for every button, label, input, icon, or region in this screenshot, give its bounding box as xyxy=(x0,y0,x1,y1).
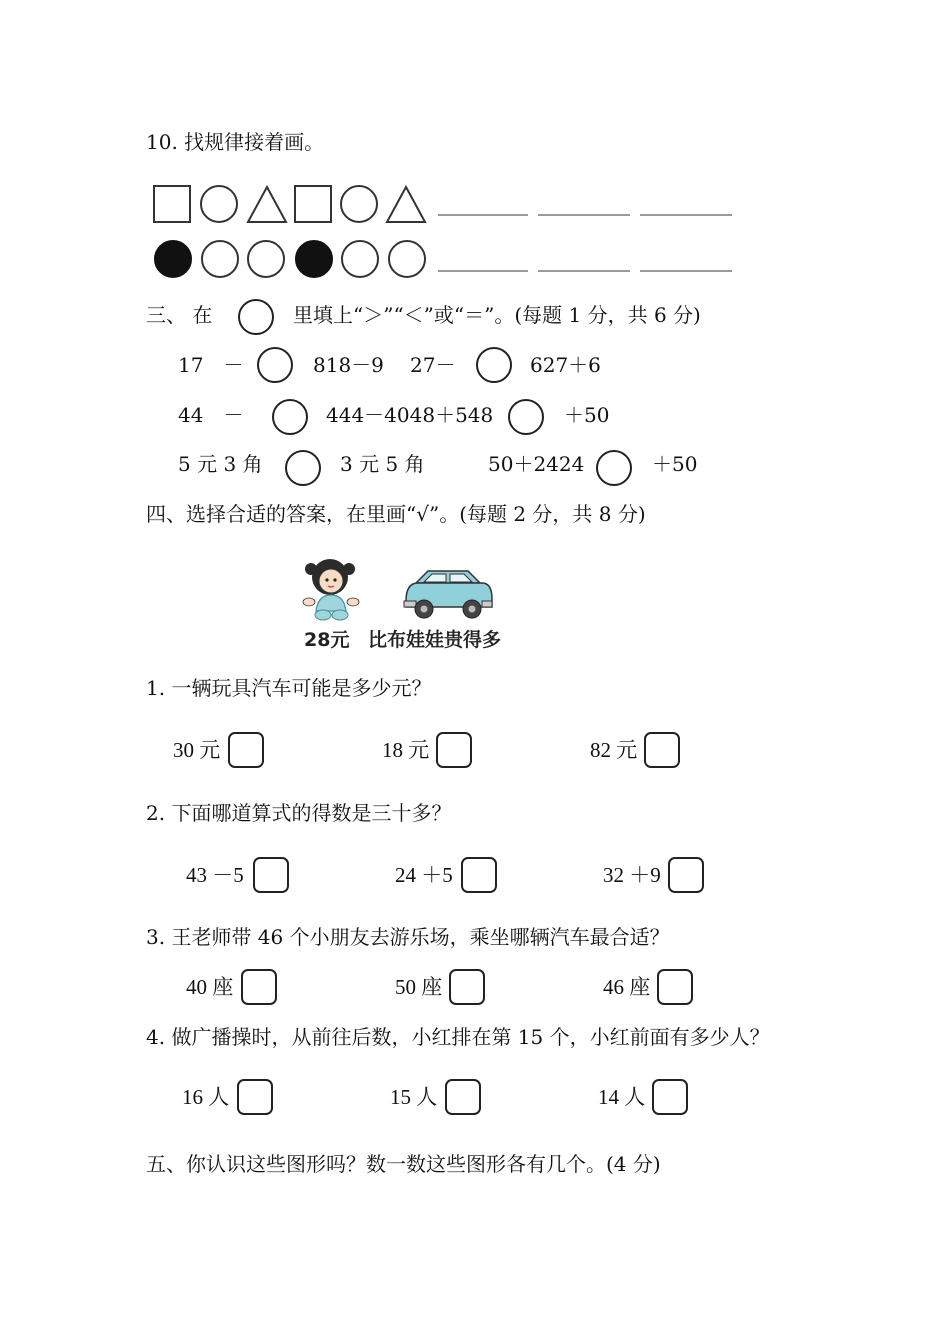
section5-title: 五、你认识这些图形吗？数一数这些图形各有几个。(4 分) xyxy=(146,1152,661,1176)
answer-checkbox[interactable] xyxy=(644,732,680,768)
compare-right: 444－4048＋548 xyxy=(326,403,494,427)
triangle-shape xyxy=(387,187,425,222)
answer-blank[interactable] xyxy=(538,270,630,272)
compare-circle-example xyxy=(238,299,274,335)
answer-checkbox[interactable] xyxy=(253,857,289,893)
option-label: 32 ＋9 xyxy=(603,863,661,887)
compare-left: 17 － xyxy=(178,353,244,377)
compare-answer-circle[interactable] xyxy=(508,399,544,435)
question-text: 2. 下面哪道算式的得数是三十多？ xyxy=(146,801,452,825)
answer-checkbox[interactable] xyxy=(449,969,485,1005)
square-shape xyxy=(295,186,331,222)
compare-right: ＋50 xyxy=(564,403,610,427)
option-label: 30 元 xyxy=(173,738,221,762)
compare-answer-circle[interactable] xyxy=(272,399,308,435)
compare-answer-circle[interactable] xyxy=(285,450,321,486)
doll-price-label: 28元 xyxy=(304,629,350,651)
question-text: 1. 一辆玩具汽车可能是多少元？ xyxy=(146,676,432,700)
circle-shape xyxy=(389,241,425,277)
option-label: 82 元 xyxy=(590,738,638,762)
option-label: 16 人 xyxy=(182,1085,230,1109)
answer-checkbox[interactable] xyxy=(657,969,693,1005)
section4-title: 四、选择合适的答案，在里画“√”。(每题 2 分，共 8 分) xyxy=(146,502,646,526)
answer-checkbox[interactable] xyxy=(461,857,497,893)
compare-left: 44 － xyxy=(178,403,244,427)
answer-blank[interactable] xyxy=(438,270,528,272)
answer-blank[interactable] xyxy=(640,270,732,272)
compare-right: 818－9 xyxy=(313,353,384,377)
section3-title: 里填上“＞”“＜”或“＝”。(每题 1 分，共 6 分) xyxy=(293,303,701,327)
answer-checkbox[interactable] xyxy=(652,1079,688,1115)
compare-left: 50＋2424 xyxy=(488,452,585,476)
compare-right: 3 元 5 角 xyxy=(340,452,425,476)
option-label: 50 座 xyxy=(395,975,443,999)
doll-icon xyxy=(300,555,360,623)
compare-answer-circle[interactable] xyxy=(476,347,512,383)
compare-answer-circle[interactable] xyxy=(257,347,293,383)
option-label: 46 座 xyxy=(603,975,651,999)
filled-circle-shape xyxy=(296,241,332,277)
section3-title-prefix: 三、 在 xyxy=(146,303,213,327)
shape-pattern-row-1 xyxy=(150,180,740,228)
q10-title: 10. 找规律接着画。 xyxy=(146,130,325,154)
answer-checkbox[interactable] xyxy=(668,857,704,893)
option-label: 14 人 xyxy=(598,1085,646,1109)
illustration xyxy=(298,555,528,655)
compare-answer-circle[interactable] xyxy=(596,450,632,486)
square-shape xyxy=(154,186,190,222)
q10-pattern-row-2 xyxy=(150,236,740,284)
option-label: 18 元 xyxy=(382,738,430,762)
answer-checkbox[interactable] xyxy=(237,1079,273,1115)
circle-shape xyxy=(342,241,378,277)
answer-checkbox[interactable] xyxy=(436,732,472,768)
filled-circle-shape xyxy=(155,241,191,277)
answer-blank[interactable] xyxy=(438,214,528,216)
question-text: 3. 王老师带 46 个小朋友去游乐场，乘坐哪辆汽车最合适？ xyxy=(146,925,670,949)
compare-left: 5 元 3 角 xyxy=(178,452,263,476)
circle-shape xyxy=(201,186,237,222)
question-text: 4. 做广播操时，从前往后数，小红排在第 15 个，小红前面有多少人？ xyxy=(146,1025,770,1049)
circle-shape xyxy=(202,241,238,277)
compare-left: 27－ xyxy=(410,353,456,377)
answer-checkbox[interactable] xyxy=(241,969,277,1005)
circle-shape xyxy=(341,186,377,222)
answer-blank[interactable] xyxy=(640,214,732,216)
answer-checkbox[interactable] xyxy=(228,732,264,768)
answer-checkbox[interactable] xyxy=(445,1079,481,1115)
circle-shape xyxy=(248,241,284,277)
compare-right: 627＋6 xyxy=(530,353,601,377)
car-caption-label: 比布娃娃贵得多 xyxy=(368,629,502,651)
option-label: 43 －5 xyxy=(186,863,244,887)
option-label: 40 座 xyxy=(186,975,234,999)
toy-car-icon xyxy=(402,565,494,625)
compare-right: ＋50 xyxy=(652,452,698,476)
q10-pattern-row-1 xyxy=(150,180,740,228)
answer-blank[interactable] xyxy=(538,214,630,216)
shape-pattern-row-2 xyxy=(150,236,740,284)
option-label: 24 ＋5 xyxy=(395,863,453,887)
option-label: 15 人 xyxy=(390,1085,438,1109)
triangle-shape xyxy=(248,187,286,222)
